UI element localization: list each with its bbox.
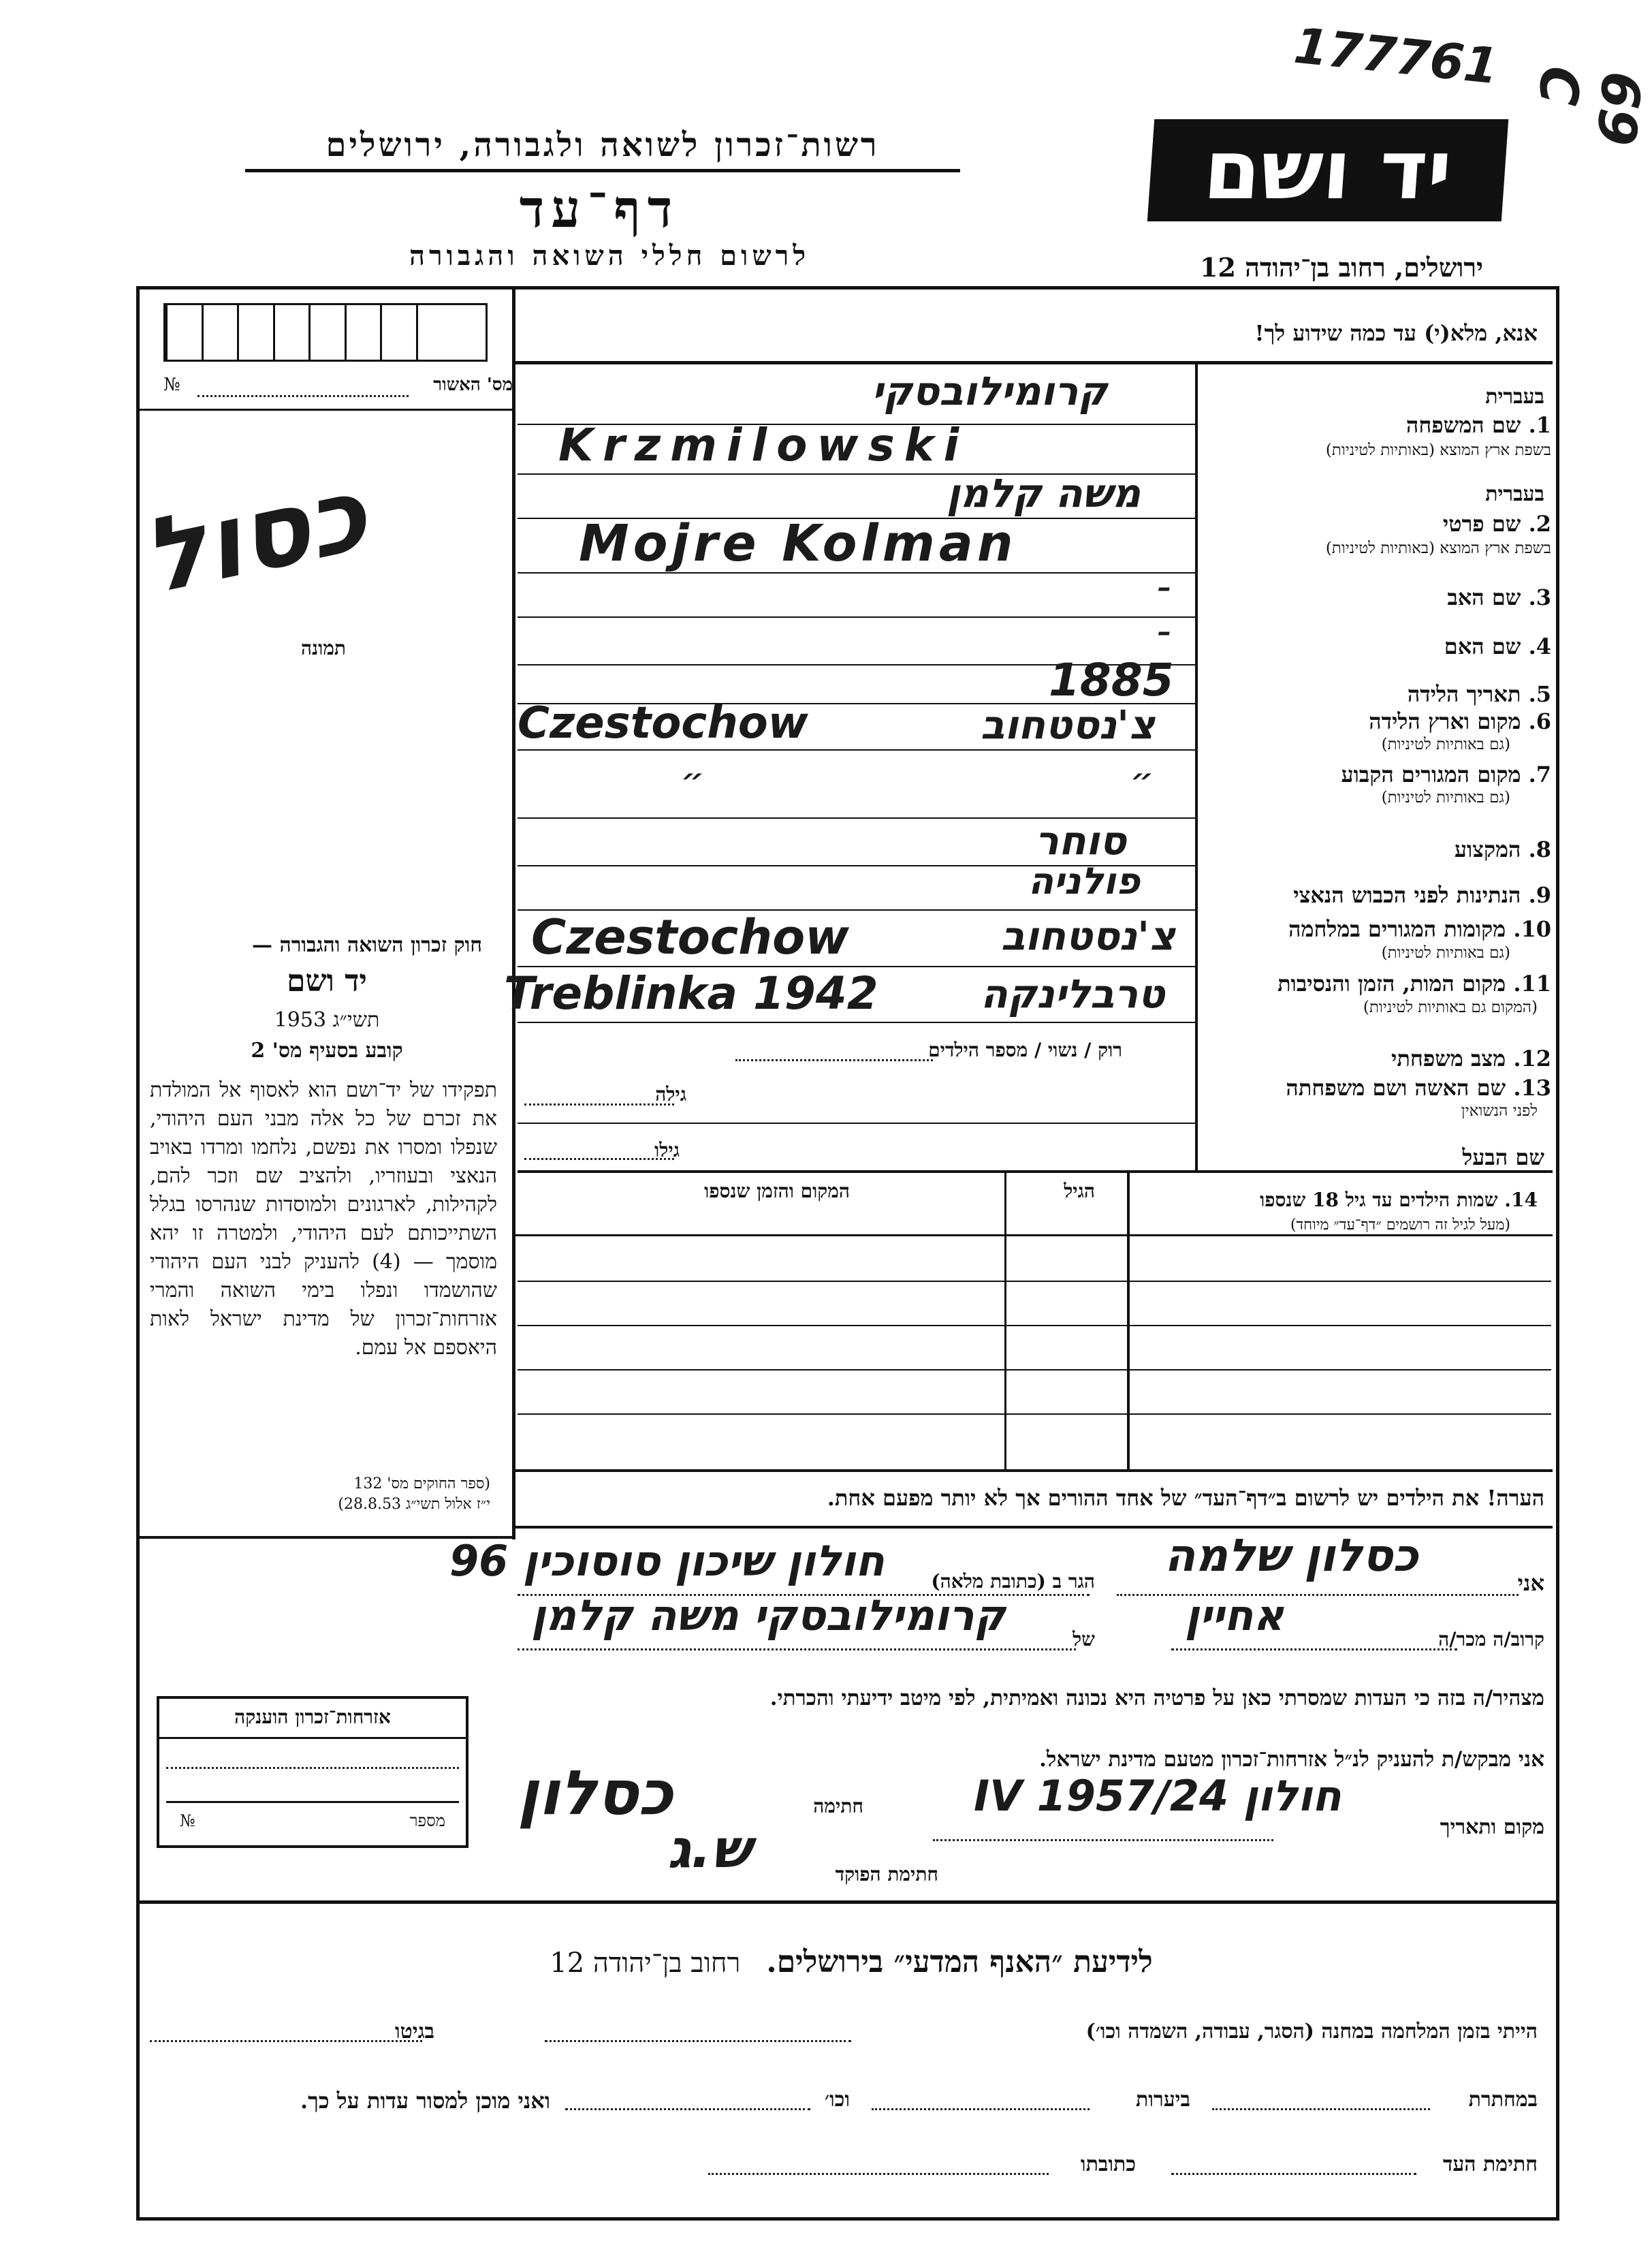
decl-residing: הגר ב (כתובת מלאה) <box>931 1570 1095 1593</box>
father-name: – <box>1158 572 1171 604</box>
law-title: חוק זכרון השואה והגבורה — <box>252 933 482 957</box>
birthplace-latin: Czestochow <box>518 698 808 749</box>
mother-name: – <box>1158 616 1171 648</box>
address: ירושלים, רחוב בן־יהודה 12 <box>1200 252 1483 283</box>
field-8: 8. המקצוע <box>1454 836 1551 862</box>
photo-label: תמונה <box>300 637 346 659</box>
footer-address: רחוב בן־יהודה 12 <box>550 1947 741 1979</box>
field-11-sub: (המקום גם באותיות לטיניות) <box>1363 999 1538 1016</box>
field-10-sub: (גם באותיות לטיניות) <box>1381 944 1510 962</box>
decl-officer: חתימת הפוקד <box>835 1863 938 1885</box>
cert-number-label: מספר <box>409 1811 445 1830</box>
witness-signature: כסלון <box>518 1757 673 1829</box>
form-title: דף־עד <box>519 178 680 239</box>
form-subtitle: לרשום חללי השואה והגבורה <box>409 240 810 272</box>
place-date: חולון 24/IV 1957 <box>974 1771 1341 1821</box>
field-10: 10. מקומות המגורים במלחמה <box>1288 916 1551 942</box>
footer-line2a: במחתרת <box>1468 2088 1538 2112</box>
law-logo: יד ושם <box>287 964 367 999</box>
witness-name: כסלון שלמה <box>1164 1529 1418 1582</box>
husband-label: שם הבעל <box>1462 1144 1544 1170</box>
field-7: 7. מקום המגורים הקבוע <box>1341 762 1551 787</box>
given-hebrew: משה קלמן <box>947 470 1141 516</box>
marital-options: רוק / נשוי / מספר הילדים <box>928 1039 1122 1061</box>
field-13: 13. שם האשה ושם משפחתה <box>1286 1075 1551 1101</box>
officer-signature: ש.ג <box>667 1819 751 1880</box>
field-6: 6. מקום וארץ הלידה <box>1369 708 1551 734</box>
decl-relative: קרוב/ה מכר/ה <box>1438 1628 1544 1650</box>
field-2: 2. שם פרטי <box>1442 511 1551 537</box>
children-sub: (מעל לגיל זה רושמים ״דף־עד״ מיוחד) <box>1290 1217 1510 1234</box>
law-ref: (ספר החוקים מס' 132 <box>353 1475 490 1492</box>
field-12: 12. מצב משפחתי <box>1391 1046 1551 1071</box>
certificate-box <box>157 1696 468 1848</box>
field-9: 9. הנתינות לפני הכבוש הנאצי <box>1293 882 1551 908</box>
field-1: 1. שם המשפחה <box>1405 412 1551 438</box>
wife-age-label: גילה <box>655 1083 686 1106</box>
birth-date: 1885 <box>1049 654 1174 706</box>
field-5: 5. תאריך הלידה <box>1407 681 1551 707</box>
field-7-sub: (גם באותיות לטיניות) <box>1381 789 1510 806</box>
wartime-hebrew: צ'נסטחוב <box>1001 913 1175 959</box>
footer-line2b: ביערות <box>1135 2088 1190 2112</box>
relation: אחיין <box>1185 1591 1284 1640</box>
birthplace-hebrew: צ'נסטחוב <box>981 702 1155 748</box>
law-clause: קובע בסעיף מס' 2 <box>251 1039 403 1063</box>
children-note: הערה! את הילדים יש לרשום ב״דף־העד״ של אחד ההורים אך לא יותר מפעם אחת. <box>827 1485 1544 1511</box>
approval-no-mark: № <box>163 375 180 395</box>
archive-number: 177761 <box>1291 16 1502 95</box>
decl-of: של <box>1073 1628 1095 1650</box>
given-latin: Mojre Kolman <box>579 514 1017 573</box>
footer-title: לידיעת ״האנף המדעי״ בירושלים. <box>766 1945 1153 1979</box>
field-6-sub: (גם באותיות לטיניות) <box>1381 736 1510 753</box>
residence-latin: ״ <box>681 762 705 800</box>
approval-label: מס' האשור <box>433 375 513 395</box>
cert-no-mark: № <box>180 1811 195 1830</box>
husband-age-label: גילו <box>654 1139 680 1161</box>
witness-address: חולון שיכון סוסוכין 96 <box>449 1536 885 1586</box>
death-hebrew: טרבלינקה <box>981 971 1165 1017</box>
logo-text: יד ושם <box>1201 123 1455 218</box>
decl-ani: אני <box>1517 1570 1544 1596</box>
death-latin: Treblinka 1942 <box>504 967 878 1020</box>
footer-line2d: ואני מוכן למסור עדות על כך. <box>300 2088 550 2114</box>
authority-name: רשות־זכרון לשואה ולגבורה, ירושלים <box>325 126 880 164</box>
footer-line1b: בגיטו <box>394 2020 434 2043</box>
field-4: 4. שם האם <box>1444 633 1551 659</box>
decl-request: אני מבקש/ת להעניק לנ״ל אזרחות־זכרון מטעם מדינת ישראל. <box>1039 1747 1544 1772</box>
footer-line3b: כתובתו <box>1080 2152 1136 2176</box>
lang-hebrew-1: בעברית <box>1485 385 1544 409</box>
decl-signature: חתימה <box>813 1795 863 1817</box>
field-2-sub: בשפת ארץ המוצא (באותיות לטיניות) <box>1325 539 1551 557</box>
field-13-sub: לפני הנשואין <box>1461 1102 1538 1120</box>
yad-vashem-logo <box>1147 119 1508 221</box>
instructions: אנא, מלא(י) עד כמה שידוע לך! <box>1254 320 1538 346</box>
decl-place-date: מקום ותאריך <box>1440 1815 1544 1839</box>
citizenship: פולניה <box>1028 860 1141 903</box>
occupation: סוחר <box>1035 817 1127 864</box>
photo-handwriting: כסול <box>133 454 377 618</box>
field-3: 3. שם האב <box>1447 584 1551 610</box>
margin-note: 69 C <box>1526 63 1652 148</box>
footer-line1a: הייתי בזמן המלחמה במחנה (הסגר, עבודה, השמדה וכו׳) <box>1085 2020 1538 2043</box>
children-place-header: המקום והזמן שנספו <box>704 1180 850 1202</box>
cert-title: אזרחות־זכרון הוענקה <box>159 1699 466 1739</box>
surname-latin: Krzmilowski <box>558 419 969 471</box>
footer-heading <box>409 1945 1294 1979</box>
footer-line3a: חתימת העד <box>1442 2152 1538 2176</box>
footer-line2c: וכו׳ <box>825 2088 850 2112</box>
relation-of: קרומילובסקי משה קלמן <box>531 1591 1006 1640</box>
field-11: 11. מקום המות, הזמן והנסיבות <box>1277 971 1551 997</box>
law-year: תשי״ג 1953 <box>274 1008 380 1032</box>
children-age-header: הגיל <box>1064 1180 1095 1202</box>
field-1-sub: בשפת ארץ המוצא (באותיות לטיניות) <box>1325 441 1551 459</box>
wartime-latin: Czestochow <box>531 909 849 965</box>
surname-hebrew: קרומילובסקי <box>872 368 1108 414</box>
law-body: תפקידו של יד־ושם הוא לאסוף אל המולדת את זכרם של כל אלה מבני העם היהודי, שנפלו ומסרו את נפשם, נלחמו ומרדו באויב הנאצי ובעוזריו, ולהציב שם וזכר להם, לקהילות, לארגונים ולמוסדות שנהרסו בגלל השתייכותם לעם היהודי, ולמטרה זו יהא מוסמך — (4) להעניק לבני העם היהודי שהושמדו ונפלו בימי השואה והמרי אזרחות־זכרון של מדינת ישראל לאות היאספם אל עמם. <box>150 1078 497 1360</box>
lang-hebrew-2: בעברית <box>1485 482 1544 506</box>
residence-hebrew: ״ <box>1130 762 1154 800</box>
children-label: 14. שמות הילדים עד גיל 18 שנספו <box>1260 1189 1538 1211</box>
law-ref-date: י״ז אלול תשי״ג 28.8.53) <box>338 1496 490 1513</box>
decl-statement: מצהיר/ה בזה כי העדות שמסרתי כאן על פרטיה היא נכונה ואמיתית, לפי מיטב ידיעתי והכרתי. <box>769 1686 1544 1710</box>
